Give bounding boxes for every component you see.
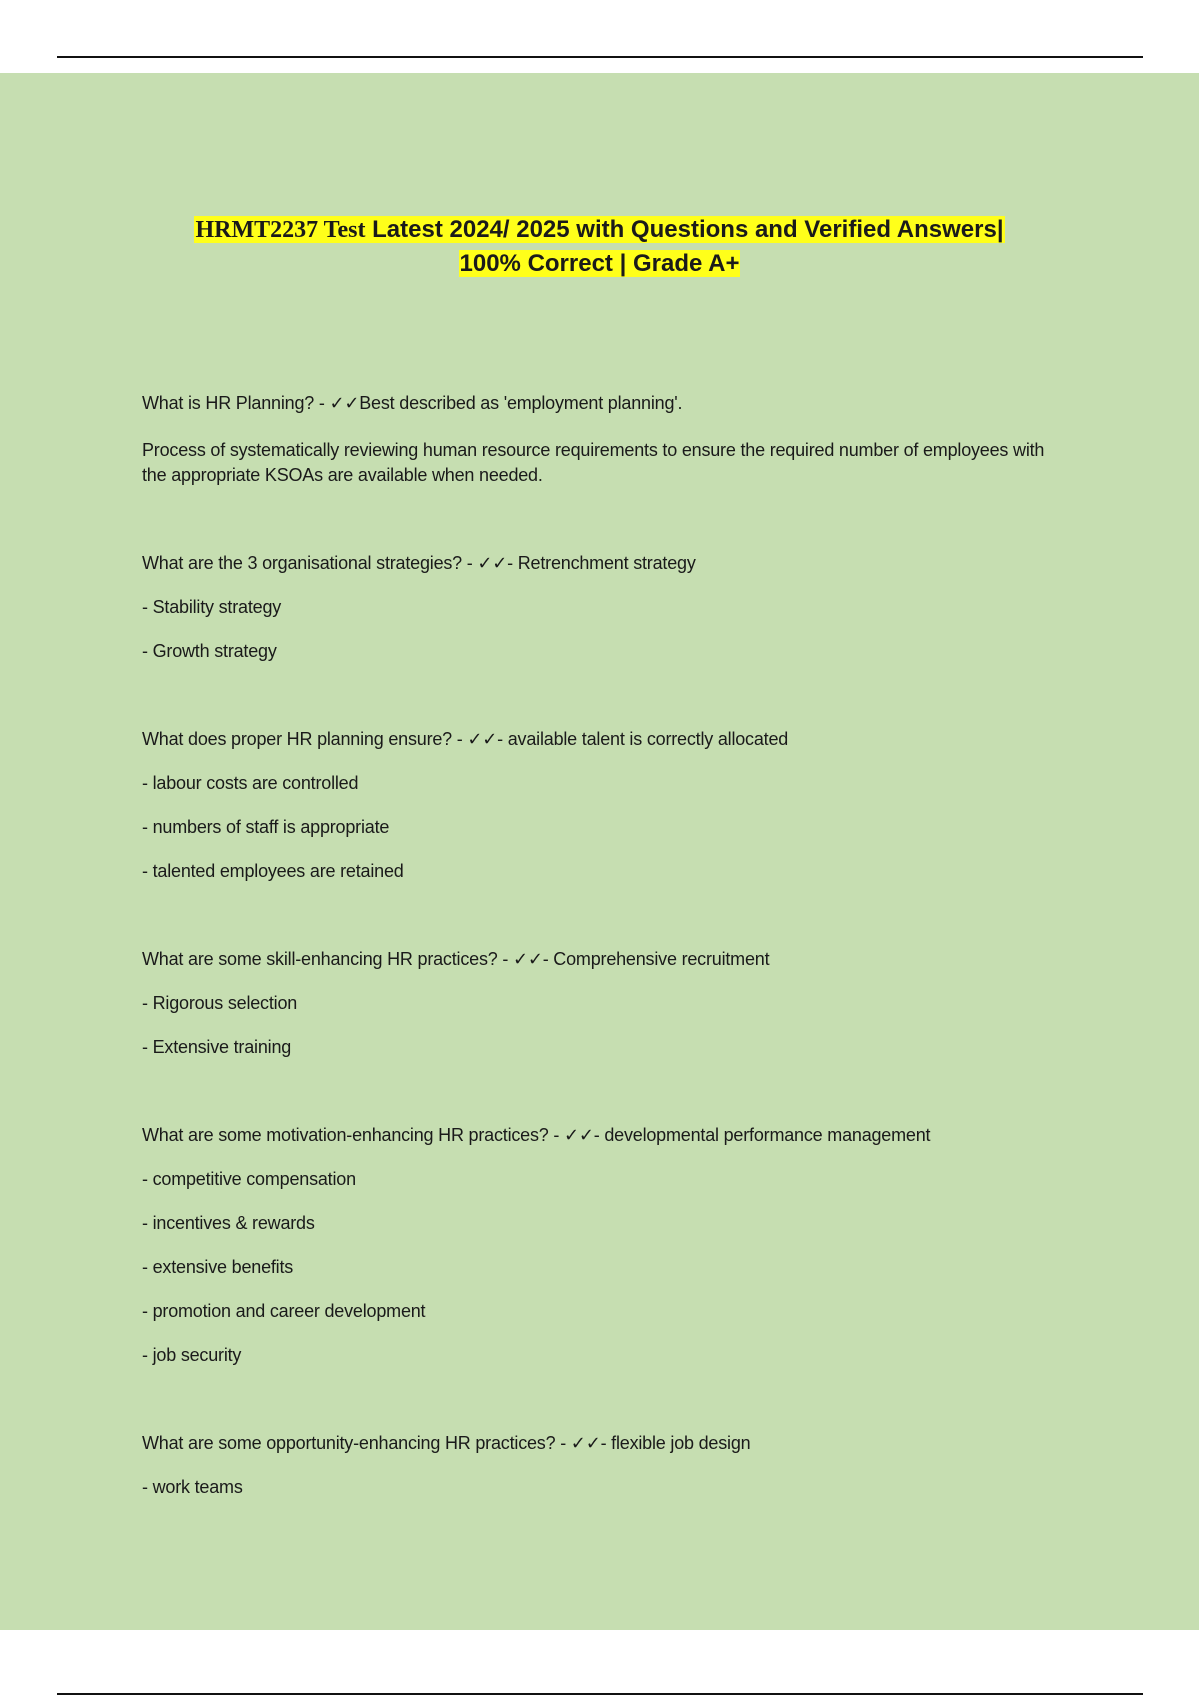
header-rule bbox=[57, 56, 1143, 58]
answer-item: - numbers of staff is appropriate bbox=[142, 817, 390, 837]
answer-item: - promotion and career development bbox=[142, 1301, 426, 1321]
question-text: What are the 3 organisational strategies? - ✓✓- Retrenchment strategy bbox=[142, 553, 696, 573]
answer-item: - work teams bbox=[142, 1477, 243, 1497]
title-course-code: HRMT2237 Test bbox=[195, 217, 366, 243]
answer-item: - Stability strategy bbox=[142, 597, 282, 617]
qa-list bbox=[142, 391, 1062, 1500]
qa-block bbox=[142, 391, 1062, 488]
answer-paragraph: Process of systematically reviewing human resource requirements to ensure the required number of employees with the appropriate KSOAs are available when needed. bbox=[142, 440, 1045, 485]
title-line-2 bbox=[0, 247, 1199, 280]
qa-block bbox=[142, 551, 1062, 664]
question-text: What are some motivation-enhancing HR practices? - ✓✓- developmental performance management bbox=[142, 1125, 931, 1145]
question-text: What are some opportunity-enhancing HR practices? - ✓✓- flexible job design bbox=[142, 1433, 751, 1453]
answer-item: - Extensive training bbox=[142, 1037, 292, 1057]
answer-item: - incentives & rewards bbox=[142, 1213, 315, 1233]
document-title bbox=[0, 213, 1199, 280]
answer-item: - job security bbox=[142, 1345, 242, 1365]
document-page bbox=[0, 73, 1199, 1630]
answer-item: - competitive compensation bbox=[142, 1169, 356, 1189]
title-line-2-text: 100% Correct | Grade A+ bbox=[459, 250, 740, 277]
answer-item: - talented employees are retained bbox=[142, 861, 404, 881]
title-line-1 bbox=[0, 213, 1199, 247]
answer-item: - extensive benefits bbox=[142, 1257, 294, 1277]
qa-block bbox=[142, 1123, 1062, 1368]
question-text: What is HR Planning? - ✓✓Best described as 'employment planning'. bbox=[142, 393, 683, 413]
qa-block bbox=[142, 727, 1062, 884]
footer-rule bbox=[57, 1693, 1143, 1695]
answer-item: - Rigorous selection bbox=[142, 993, 298, 1013]
answer-item: - Growth strategy bbox=[142, 641, 277, 661]
question-text: What are some skill-enhancing HR practices? - ✓✓- Comprehensive recruitment bbox=[142, 949, 770, 969]
answer-item: - labour costs are controlled bbox=[142, 773, 359, 793]
question-text: What does proper HR planning ensure? - ✓✓- available talent is correctly allocated bbox=[142, 729, 789, 749]
qa-block bbox=[142, 1431, 1062, 1500]
title-line-1-rest: Latest 2024/ 2025 with Questions and Verified Answers| bbox=[365, 216, 1004, 243]
qa-block bbox=[142, 947, 1062, 1060]
